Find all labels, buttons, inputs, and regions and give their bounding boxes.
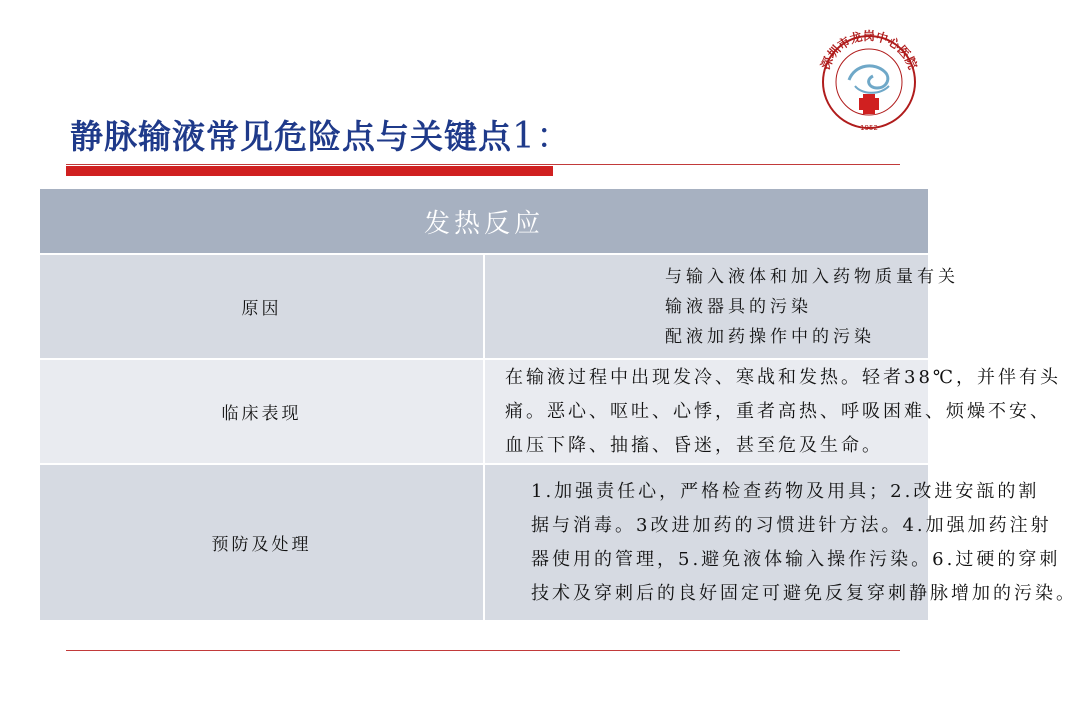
cause-content — [484, 254, 959, 359]
prevention-line: 据与消毒。3改进加药的习惯进针方法。4.加强加药注射 — [531, 514, 1052, 536]
cause-item: 输液器具的污染 — [665, 296, 812, 317]
hospital-logo — [805, 22, 933, 134]
slide-title-suffix: 1： — [512, 116, 573, 157]
cause-item: 配液加药操作中的污染 — [665, 326, 875, 347]
fever-reaction-table — [38, 187, 1077, 622]
slide-title-text: 静脉输液常见危险点与关键点 — [70, 117, 512, 156]
footer-rule — [66, 650, 900, 651]
logo-year: 1952 — [860, 124, 878, 132]
table-row-cause — [39, 254, 929, 359]
title-underline-thick — [66, 166, 553, 176]
table-row-symptoms — [39, 359, 929, 464]
prevention-line: 1.加强责任心，严格检查药物及用具；2.改进安瓿的割 — [531, 480, 1040, 502]
symptoms-content — [484, 359, 1062, 464]
symptoms-line: 在输液过程中出现发冷、寒战和发热。轻者38℃，并伴有头 — [505, 366, 1062, 388]
prevention-line: 器使用的管理，5.避免液体输入操作污染。6.过硬的穿刺 — [531, 548, 1061, 570]
title-underline-thin — [66, 164, 900, 165]
row-label-cause: 原因 — [39, 254, 484, 359]
table-row-prevention — [39, 464, 929, 621]
symptoms-line: 痛。恶心、呕吐、心悸，重者高热、呼吸困难、烦燥不安、 — [505, 400, 1051, 422]
logo-name-text: 深圳市龙岗中心医院 — [818, 29, 920, 72]
row-label-symptoms: 临床表现 — [39, 359, 484, 464]
prevention-content — [484, 464, 1077, 621]
symptoms-line: 血压下降、抽搐、昏迷，甚至危及生命。 — [505, 434, 883, 456]
table-header: 发热反应 — [39, 188, 929, 254]
row-label-prevention: 预防及处理 — [39, 464, 484, 621]
cause-item: 与输入液体和加入药物质量有关 — [665, 266, 959, 287]
slide-title — [70, 108, 573, 159]
prevention-line: 技术及穿刺后的良好固定可避免反复穿刺静脉增加的污染。 — [531, 582, 1077, 604]
